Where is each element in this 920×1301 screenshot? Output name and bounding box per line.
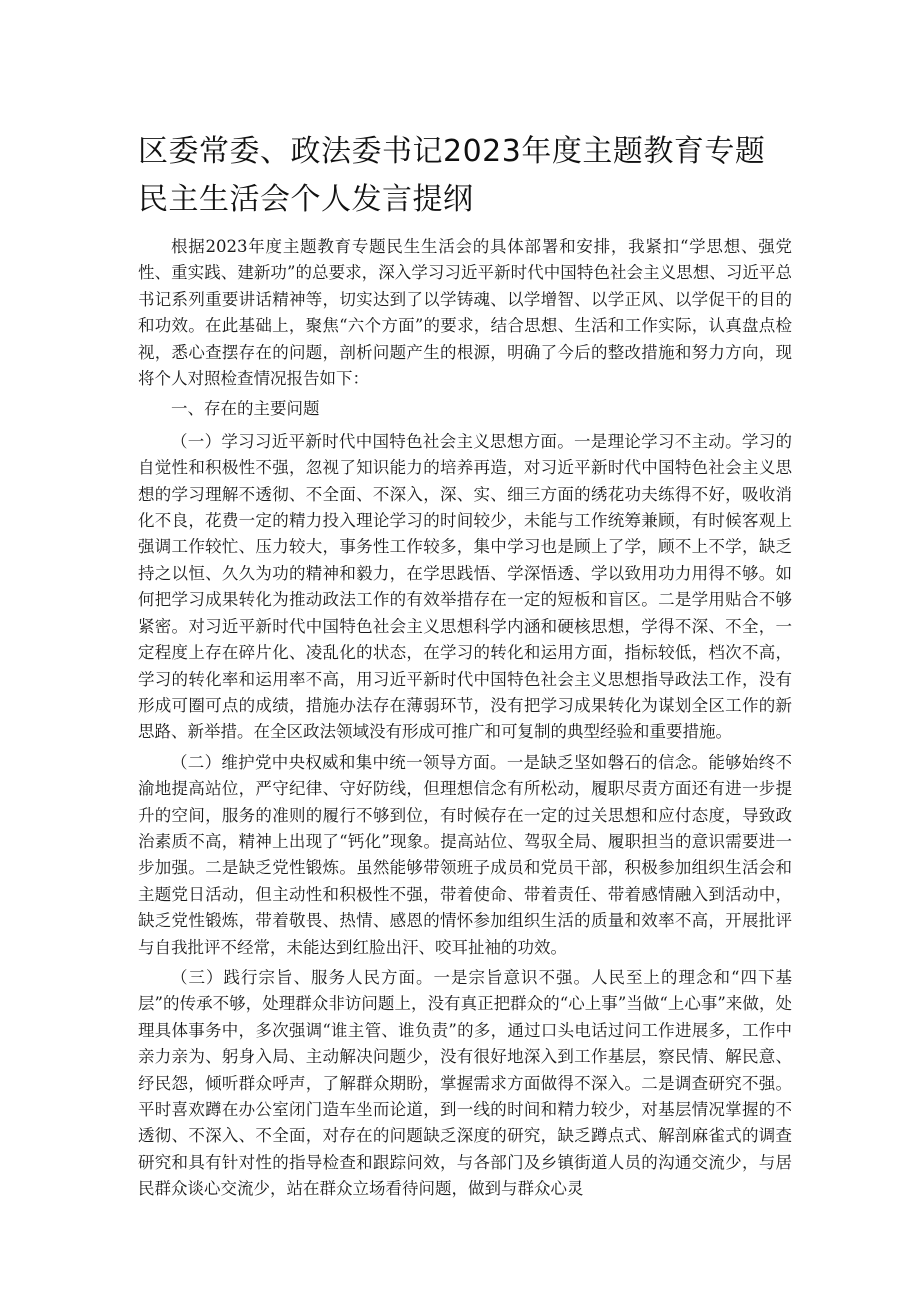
document-body bbox=[138, 234, 792, 1207]
section-paragraph-2: （二）维护党中央权威和集中统一领导方面。一是缺乏坚如磐石的信念。能够始终不渝地提高站位，严守纪律、守好防线，但理想信念有所松动，履职尽责方面还有进一步提升的空间，服务的准则的履行不够到位，有时候存在一定的过关思想和应付态度，导致政治素质不高，精神上出现了“钙化”现象。提高站位、驾驭全局、履职担当的意识需要进一步加强。二是缺乏党性锻炼。虽然能够带领班子成员和党员干部，积极参加组织生活会和主题党日活动，但主动性和积极性不强，带着使命、带着责任、带着感情融入到活动中，缺乏党性锻炼，带着敬畏、热情、感恩的情怀参加组织生活的质量和效率不高，开展批评与自我批评不经常，未能达到红脸出汗、咬耳扯袖的功效。 bbox=[138, 752, 792, 957]
section-paragraph-3: （三）践行宗旨、服务人民方面。一是宗旨意识不强。人民至上的理念和“四下基层”的传承不够，处理群众非访问题上，没有真正把群众的“心上事”当做“上心事”来做，处理具体事务中，多次强调“谁主管、谁负责”的多，通过口头电话过问工作进展多，工作中亲力亲为、躬身入局、主动解决问题少，没有很好地深入到工作基层，察民情、解民意、纾民怨，倾听群众呼声，了解群众期盼，掌握需求方面做得不深入。二是调查研究不强。平时喜欢蹲在办公室闭门造车坐而论道，到一线的时间和精力较少，对基层情况掌握的不透彻、不深入、不全面，对存在的问题缺乏深度的研究，缺乏蹲点式、解剖麻雀式的调查研究和具有针对性的指导检查和跟踪问效，与各部门及乡镇街道人员的沟通交流少，与居民群众谈心交流少，站在群众立场看待问题，做到与群众心灵 bbox=[138, 967, 792, 1199]
intro-paragraph: 根据2023年度主题教育专题民生生活会的具体部署和安排，我紧扣“学思想、强党性、重实践、建新功”的总要求，深入学习习近平新时代中国特色社会主义思想、习近平总书记系列重要讲话精神等，切实达到了以学铸魂、以学增智、以学正风、以学促干的目的和功效。在此基础上，聚焦“六个方面”的要求，结合思想、生活和工作实际，认真盘点检视，悉心查摆存在的问题，剖析问题产生的根源，明确了今后的整改措施和努力方向，现将个人对照检查情况报告如下： bbox=[138, 237, 792, 389]
document-title: 区委常委、政法委书记2023年度主题教育专题民主生活会个人发言提纲 bbox=[138, 134, 766, 217]
section-paragraph-1: （一）学习习近平新时代中国特色社会主义思想方面。一是理论学习不主动。学习的自觉性和积极性不强，忽视了知识能力的培养再造，对习近平新时代中国特色社会主义思想的学习理解不透彻、不全面、不深入，深、实、细三方面的绣花功夫练得不好，吸收消化不良，花费一定的精力投入理论学习的时间较少，未能与工作统筹兼顾，有时候客观上强调工作较忙、压力较大，事务性工作较多，集中学习也是顾上了学，顾不上不学，缺乏持之以恒、久久为功的精神和毅力，在学思践悟、学深悟透、学以致用功力用得不够。如何把学习成果转化为推动政法工作的有效举措存在一定的短板和盲区。二是学用贴合不够紧密。对习近平新时代中国特色社会主义思想科学内涵和硬核思想，学得不深、不全，一定程度上存在碎片化、凌乱化的状态，在学习的转化和运用方面，指标较低，档次不高，学习的转化率和运用率不高，用习近平新时代中国特色社会主义思想指导政法工作，没有形成可圈可点的成绩，措施办法存在薄弱环节，没有把学习成果转化为谋划全区工作的新思路、新举措。在全区政法领域没有形成可推广和可复制的典型经验和重要措施。 bbox=[138, 431, 792, 742]
section-heading: 一、存在的主要问题 bbox=[171, 399, 320, 419]
